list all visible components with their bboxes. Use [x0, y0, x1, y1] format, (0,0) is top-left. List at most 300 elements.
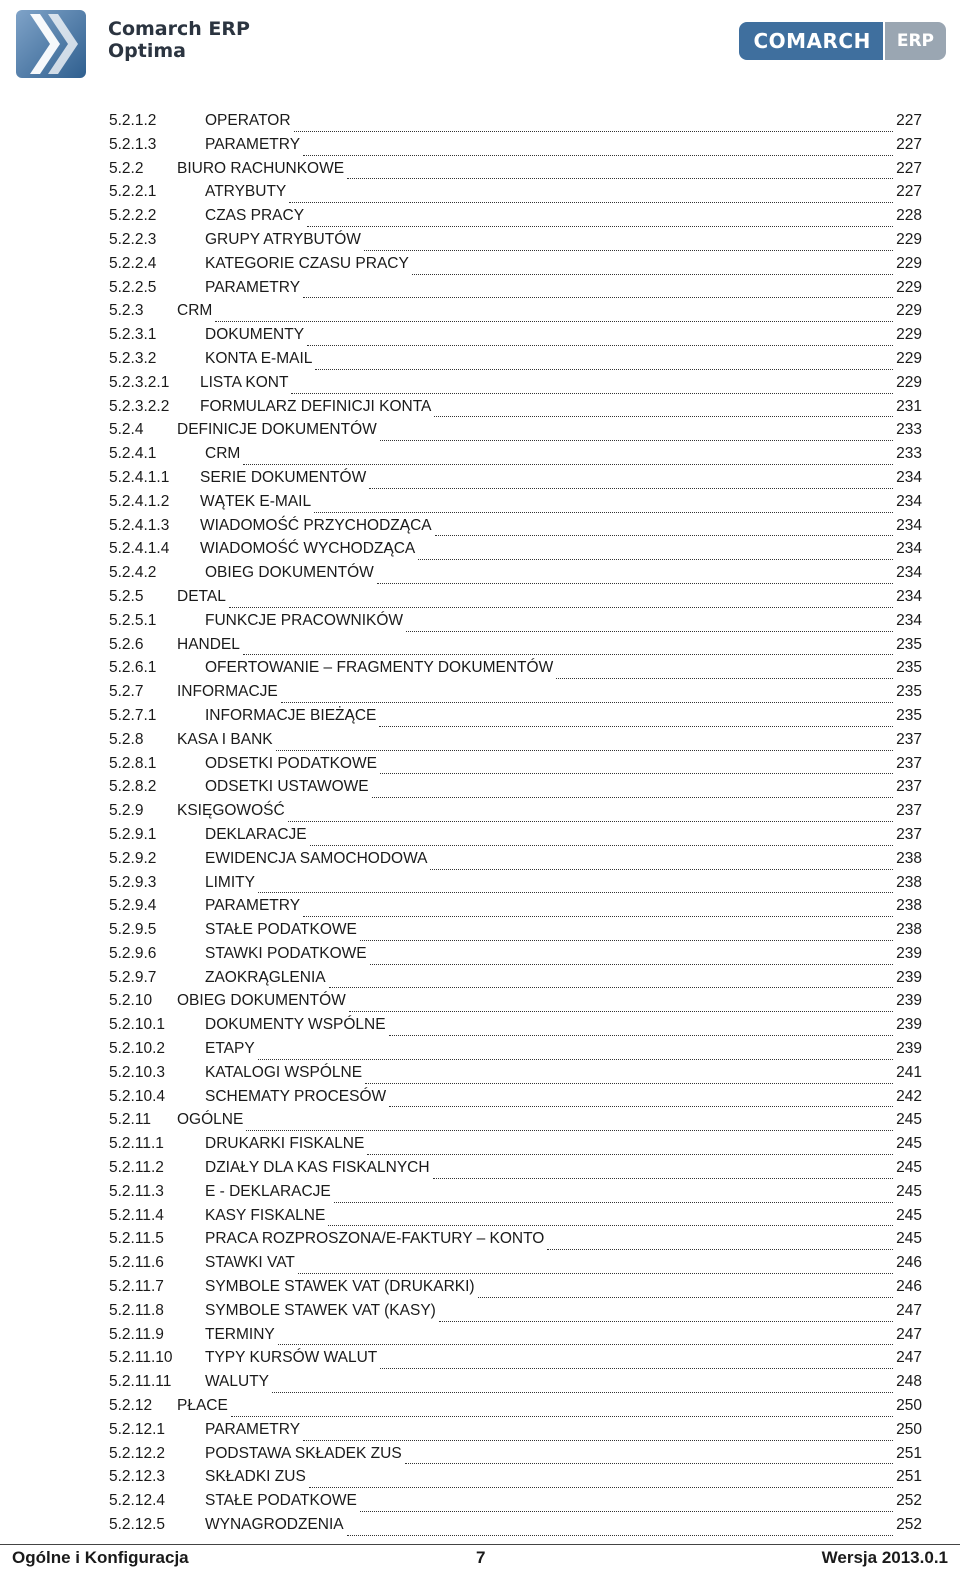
toc-entry-title: STAWKI PODATKOWE [205, 944, 367, 962]
toc-entry[interactable] [109, 1230, 922, 1254]
toc-entry-page: 234 [896, 468, 922, 486]
toc-entry-title: WĄTEK E-MAIL [200, 492, 312, 510]
toc-entry-title: PODSTAWA SKŁADEK ZUS [205, 1444, 402, 1462]
toc-entry[interactable] [109, 207, 922, 231]
toc-entry-title: STAŁE PODATKOWE [205, 921, 357, 939]
toc-entry-title: DEKLARACJE [205, 825, 307, 843]
toc-entry-title: PARAMETRY [205, 1420, 301, 1438]
toc-entry-title: KASA I BANK [177, 730, 273, 748]
toc-dot-leader [405, 1462, 893, 1464]
toc-entry-number: 5.2.2.3 [109, 230, 157, 248]
toc-dot-leader [380, 772, 893, 774]
toc-entry-title: HANDEL [177, 635, 240, 653]
toc-entry[interactable] [109, 683, 922, 707]
toc-entry-number: 5.2.11.2 [109, 1159, 164, 1177]
toc-entry-number: 5.2.5.1 [109, 611, 157, 629]
toc-entry[interactable] [109, 921, 922, 945]
toc-dot-leader [364, 249, 893, 251]
toc-entry-page: 251 [896, 1468, 922, 1486]
toc-entry-page: 234 [896, 564, 922, 582]
toc-entry-page: 245 [896, 1182, 922, 1200]
toc-entry-page: 247 [896, 1325, 922, 1343]
toc-entry-number: 5.2.9.7 [109, 968, 157, 986]
toc-dot-leader [307, 344, 893, 346]
toc-entry-number: 5.2.2.5 [109, 278, 157, 296]
toc-dot-leader [434, 415, 893, 417]
toc-entry[interactable] [109, 778, 922, 802]
toc-entry-number: 5.2.8.2 [109, 778, 157, 796]
footer-divider [0, 1544, 960, 1545]
toc-entry[interactable] [109, 1159, 922, 1183]
footer-section-title: Ogólne i Konfiguracja [12, 1548, 189, 1567]
toc-entry-number: 5.2.9.3 [109, 873, 157, 891]
toc-entry-number: 5.2.7 [109, 683, 144, 701]
toc-entry[interactable] [109, 1468, 922, 1492]
toc-entry-title: FORMULARZ DEFINICJI KONTA [200, 397, 432, 415]
toc-entry[interactable] [109, 540, 922, 564]
toc-entry-title: CZAS PRACY [205, 207, 305, 225]
toc-entry-number: 5.2.11 [109, 1111, 151, 1129]
toc-entry-number: 5.2.3 [109, 302, 144, 320]
toc-entry-number: 5.2.8.1 [109, 754, 157, 772]
toc-entry-page: 250 [896, 1420, 922, 1438]
toc-entry-title: LIMITY [205, 873, 255, 891]
toc-entry-page: 235 [896, 706, 922, 724]
toc-entry-number: 5.2.6 [109, 635, 144, 653]
toc-dot-leader [307, 225, 893, 227]
toc-entry[interactable] [109, 612, 922, 636]
toc-dot-leader [389, 1105, 893, 1107]
toc-dot-leader [291, 392, 893, 394]
toc-dot-leader [294, 130, 894, 132]
toc-entry-number: 5.2.11.5 [109, 1230, 164, 1248]
toc-entry-title: PARAMETRY [205, 135, 301, 153]
comarch-erp-logo [739, 22, 946, 60]
toc-entry[interactable] [109, 1326, 922, 1350]
toc-entry[interactable] [109, 969, 922, 993]
toc-entry-number: 5.2.3.2.1 [109, 373, 170, 391]
toc-entry-page: 234 [896, 611, 922, 629]
toc-entry-page: 239 [896, 992, 922, 1010]
toc-dot-leader [435, 534, 893, 536]
toc-dot-leader [347, 177, 893, 179]
toc-entry-page: 252 [896, 1492, 922, 1510]
toc-entry[interactable] [109, 1349, 922, 1373]
toc-dot-leader [412, 273, 893, 275]
toc-entry-number: 5.2.3.2.2 [109, 397, 170, 415]
toc-entry[interactable] [109, 636, 922, 660]
toc-entry-title: DOKUMENTY WSPÓLNE [205, 1016, 386, 1034]
toc-entry-number: 5.2.12.2 [109, 1444, 166, 1462]
toc-dot-leader [309, 1486, 893, 1488]
toc-entry-page: 237 [896, 730, 922, 748]
toc-entry-page: 245 [896, 1159, 922, 1177]
toc-entry-title: TERMINY [205, 1325, 275, 1343]
toc-dot-leader [334, 1201, 893, 1203]
toc-entry-page: 229 [896, 278, 922, 296]
toc-dot-leader [229, 606, 893, 608]
toc-dot-leader [372, 796, 894, 798]
toc-entry[interactable] [109, 1492, 922, 1516]
toc-entry-number: 5.2.2 [109, 159, 144, 177]
toc-dot-leader [430, 868, 893, 870]
toc-entry-title: OPERATOR [205, 112, 291, 129]
toc-entry-page: 229 [896, 349, 922, 367]
toc-entry-number: 5.2.2.2 [109, 207, 157, 225]
toc-entry[interactable] [109, 897, 922, 921]
toc-entry-number: 5.2.4.1.2 [109, 492, 170, 510]
toc-entry-number: 5.2.4.1.1 [109, 468, 170, 486]
toc-entry[interactable] [109, 255, 922, 279]
toc-entry-title: SERIE DOKUMENTÓW [200, 468, 367, 486]
toc-entry-title: ETAPY [205, 1040, 255, 1058]
brand-logo-text: COMARCH [739, 22, 882, 60]
toc-dot-leader [298, 1272, 893, 1274]
toc-entry[interactable] [109, 850, 922, 874]
toc-entry-number: 5.2.9.5 [109, 921, 157, 939]
toc-entry-page: 231 [896, 397, 922, 415]
toc-dot-leader [303, 296, 893, 298]
toc-dot-leader [369, 487, 893, 489]
toc-entry[interactable] [109, 1207, 922, 1231]
toc-entry[interactable] [109, 445, 922, 469]
toc-dot-leader [258, 1058, 893, 1060]
toc-entry-title: DZIAŁY DLA KAS FISKALNYCH [205, 1159, 430, 1177]
toc-entry-title: EWIDENCJA SAMOCHODOWA [205, 849, 428, 867]
toc-entry-page: 238 [896, 849, 922, 867]
toc-entry-title: KATALOGI WSPÓLNE [205, 1063, 363, 1081]
toc-entry[interactable] [109, 302, 922, 326]
toc-entry-page: 227 [896, 112, 922, 129]
toc-entry-title: CRM [177, 302, 213, 320]
toc-entry-title: PARAMETRY [205, 897, 301, 915]
toc-entry-page: 251 [896, 1444, 922, 1462]
toc-entry-title: GRUPY ATRYBUTÓW [205, 230, 361, 248]
toc-entry[interactable] [109, 183, 922, 207]
toc-entry-title: ODSETKI USTAWOWE [205, 778, 369, 796]
toc-entry[interactable] [109, 469, 922, 493]
toc-entry[interactable] [109, 659, 922, 683]
toc-dot-leader [328, 1224, 893, 1226]
toc-entry[interactable] [109, 1016, 922, 1040]
toc-entry-title: OFERTOWANIE – FRAGMENTY DOKUMENTÓW [205, 659, 554, 677]
toc-dot-leader [360, 1510, 893, 1512]
toc-entry-title: INFORMACJE [177, 683, 278, 701]
toc-entry-number: 5.2.4.2 [109, 564, 157, 582]
product-name-line1: Comarch ERP [108, 18, 250, 40]
toc-entry-number: 5.2.7.1 [109, 706, 157, 724]
toc-entry[interactable] [109, 588, 922, 612]
toc-entry-page: 234 [896, 516, 922, 534]
toc-entry-page: 237 [896, 778, 922, 796]
toc-entry-page: 229 [896, 254, 922, 272]
toc-entry-title: FUNKCJE PRACOWNIKÓW [205, 611, 404, 629]
toc-entry-title: CRM [205, 445, 241, 463]
toc-entry[interactable] [109, 564, 922, 588]
toc-entry-title: DETAL [177, 587, 226, 605]
toc-entry-title: STAŁE PODATKOWE [205, 1492, 357, 1510]
toc-entry[interactable] [109, 136, 922, 160]
toc-entry[interactable] [109, 1135, 922, 1159]
toc-entry-page: 241 [896, 1063, 922, 1081]
toc-entry-number: 5.2.4.1.3 [109, 516, 170, 534]
toc-entry-page: 248 [896, 1373, 922, 1391]
toc-entry-number: 5.2.11.10 [109, 1349, 173, 1367]
toc-entry[interactable] [109, 992, 922, 1016]
toc-entry[interactable] [109, 517, 922, 541]
toc-dot-leader [303, 154, 893, 156]
toc-entry-title: OBIEG DOKUMENTÓW [205, 564, 374, 582]
toc-entry-title: SYMBOLE STAWEK VAT (KASY) [205, 1301, 436, 1319]
toc-entry-title: PARAMETRY [205, 278, 301, 296]
toc-dot-leader [389, 1034, 894, 1036]
toc-entry[interactable] [109, 1183, 922, 1207]
toc-entry-number: 5.2.10.1 [109, 1016, 166, 1034]
toc-dot-leader [433, 1177, 894, 1179]
toc-entry-number: 5.2.9.4 [109, 897, 157, 915]
toc-dot-leader [439, 1320, 893, 1322]
toc-entry-number: 5.2.9.2 [109, 849, 157, 867]
toc-dot-leader [365, 1082, 893, 1084]
toc-entry-number: 5.2.2.1 [109, 183, 157, 201]
toc-entry-title: BIURO RACHUNKOWE [177, 159, 345, 177]
toc-entry[interactable] [109, 493, 922, 517]
toc-entry-title: KONTA E-MAIL [205, 349, 313, 367]
toc-entry-page: 235 [896, 659, 922, 677]
toc-dot-leader [310, 844, 893, 846]
toc-entry-page: 247 [896, 1301, 922, 1319]
toc-entry-number: 5.2.11.6 [109, 1254, 164, 1272]
toc-entry[interactable] [109, 1254, 922, 1278]
toc-entry-page: 245 [896, 1111, 922, 1129]
toc-entry-number: 5.2.4 [109, 421, 144, 439]
toc-entry-number: 5.2.9 [109, 802, 144, 820]
toc-entry-page: 250 [896, 1397, 922, 1415]
toc-entry-page: 252 [896, 1516, 922, 1534]
toc-entry-number: 5.2.12 [109, 1397, 153, 1415]
toc-entry[interactable] [109, 802, 922, 826]
brand-logo-suffix: ERP [885, 22, 946, 60]
toc-dot-leader [367, 1153, 893, 1155]
toc-entry-number: 5.2.11.11 [109, 1373, 172, 1391]
toc-entry[interactable] [109, 1040, 922, 1064]
toc-entry[interactable] [109, 755, 922, 779]
toc-entry-number: 5.2.10.4 [109, 1087, 166, 1105]
toc-entry[interactable] [109, 731, 922, 755]
toc-entry-title: PRACA ROZPROSZONA/E-FAKTURY – KONTO [205, 1230, 545, 1248]
toc-entry[interactable] [109, 374, 922, 398]
toc-entry-page: 239 [896, 944, 922, 962]
toc-dot-leader [303, 1439, 893, 1441]
toc-entry-page: 229 [896, 373, 922, 391]
table-of-contents [109, 112, 922, 1540]
toc-entry-page: 234 [896, 587, 922, 605]
toc-dot-leader [215, 320, 893, 322]
toc-entry[interactable] [109, 350, 922, 374]
footer-version: Wersja 2013.0.1 [821, 1548, 948, 1567]
toc-entry-page: 233 [896, 445, 922, 463]
toc-entry-number: 5.2.9.1 [109, 825, 157, 843]
toc-entry-number: 5.2.12.4 [109, 1492, 166, 1510]
toc-entry-title: KASY FISKALNE [205, 1206, 326, 1224]
toc-entry-title: SKŁADKI ZUS [205, 1468, 306, 1486]
toc-entry[interactable] [109, 1397, 922, 1421]
toc-entry-number: 5.2.2.4 [109, 254, 157, 272]
toc-dot-leader [246, 1129, 893, 1131]
toc-entry-title: KSIĘGOWOŚĆ [177, 802, 285, 820]
toc-dot-leader [380, 439, 893, 441]
toc-entry-title: INFORMACJE BIEŻĄCE [205, 706, 377, 724]
toc-entry-number: 5.2.11.4 [109, 1206, 164, 1224]
toc-dot-leader [314, 511, 893, 513]
toc-dot-leader [556, 677, 893, 679]
toc-dot-leader [418, 558, 893, 560]
toc-entry-title: ATRYBUTY [205, 183, 287, 201]
toc-entry-page: 239 [896, 1016, 922, 1034]
toc-entry-page: 234 [896, 492, 922, 510]
toc-dot-leader [303, 915, 893, 917]
toc-entry-number: 5.2.10.3 [109, 1063, 166, 1081]
toc-entry-number: 5.2.11.9 [109, 1325, 164, 1343]
toc-entry-number: 5.2.10 [109, 992, 153, 1010]
toc-entry-number: 5.2.12.1 [109, 1420, 166, 1438]
toc-dot-leader [281, 701, 893, 703]
toc-entry-number: 5.2.3.2 [109, 349, 157, 367]
toc-entry-number: 5.2.9.6 [109, 944, 157, 962]
toc-dot-leader [379, 725, 893, 727]
toc-entry-title: DRUKARKI FISKALNE [205, 1135, 365, 1153]
toc-entry-page: 239 [896, 1040, 922, 1058]
toc-entry[interactable] [109, 231, 922, 255]
toc-entry-title: WIADOMOŚĆ PRZYCHODZĄCA [200, 516, 432, 534]
toc-dot-leader [315, 368, 893, 370]
toc-entry-number: 5.2.11.1 [109, 1135, 164, 1153]
toc-entry-title: SYMBOLE STAWEK VAT (DRUKARKI) [205, 1278, 475, 1296]
toc-entry-page: 246 [896, 1278, 922, 1296]
toc-entry-title: DOKUMENTY [205, 326, 305, 344]
toc-entry-number: 5.2.10.2 [109, 1040, 166, 1058]
toc-entry-page: 237 [896, 825, 922, 843]
toc-entry-number: 5.2.12.3 [109, 1468, 166, 1486]
toc-entry-title: PŁACE [177, 1397, 228, 1415]
toc-dot-leader [272, 1391, 893, 1393]
toc-entry-number: 5.2.1.3 [109, 135, 157, 153]
toc-dot-leader [243, 463, 893, 465]
toc-entry-number: 5.2.5 [109, 587, 144, 605]
toc-entry[interactable] [109, 1421, 922, 1445]
toc-entry[interactable] [109, 1278, 922, 1302]
toc-entry-title: TYPY KURSÓW WALUT [205, 1349, 378, 1367]
toc-entry-page: 242 [896, 1087, 922, 1105]
toc-entry[interactable] [109, 707, 922, 731]
toc-entry-number: 5.2.11.7 [109, 1278, 164, 1296]
toc-entry[interactable] [109, 945, 922, 969]
toc-entry-page: 238 [896, 873, 922, 891]
toc-dot-leader [278, 1343, 893, 1345]
toc-entry-title: WIADOMOŚĆ WYCHODZĄCA [200, 540, 416, 558]
toc-entry-page: 233 [896, 421, 922, 439]
toc-dot-leader [288, 820, 893, 822]
toc-entry-page: 229 [896, 230, 922, 248]
toc-entry-title: WALUTY [205, 1373, 270, 1391]
toc-entry-page: 247 [896, 1349, 922, 1367]
toc-entry-title: LISTA KONT [200, 373, 289, 391]
toc-entry-page: 239 [896, 968, 922, 986]
toc-entry-page: 245 [896, 1206, 922, 1224]
toc-entry-page: 227 [896, 135, 922, 153]
toc-entry[interactable] [109, 1445, 922, 1469]
toc-entry-page: 235 [896, 635, 922, 653]
toc-entry[interactable] [109, 160, 922, 184]
toc-entry-number: 5.2.11.8 [109, 1301, 164, 1319]
toc-entry[interactable] [109, 874, 922, 898]
toc-entry[interactable] [109, 1064, 922, 1088]
toc-entry-title: KATEGORIE CZASU PRACY [205, 254, 409, 272]
toc-entry[interactable] [109, 421, 922, 445]
toc-entry[interactable] [109, 326, 922, 350]
toc-entry-page: 245 [896, 1135, 922, 1153]
toc-entry-title: OBIEG DOKUMENTÓW [177, 992, 346, 1010]
toc-dot-leader [258, 891, 893, 893]
toc-entry-title: DEFINICJE DOKUMENTÓW [177, 421, 377, 439]
toc-entry-page: 245 [896, 1230, 922, 1248]
toc-entry-page: 237 [896, 802, 922, 820]
toc-dot-leader [380, 1367, 893, 1369]
toc-dot-leader [349, 1010, 893, 1012]
toc-entry-title: SCHEMATY PROCESÓW [205, 1087, 387, 1105]
toc-entry[interactable] [109, 826, 922, 850]
toc-entry-page: 238 [896, 897, 922, 915]
toc-dot-leader [276, 749, 893, 751]
toc-entry-title: ODSETKI PODATKOWE [205, 754, 377, 772]
toc-entry-title: OGÓLNE [177, 1111, 244, 1129]
toc-dot-leader [478, 1296, 894, 1298]
toc-entry-title: E - DEKLARACJE [205, 1182, 331, 1200]
toc-entry-page: 229 [896, 302, 922, 320]
product-name [108, 18, 250, 62]
toc-entry-number: 5.2.4.1.4 [109, 540, 170, 558]
toc-entry[interactable] [109, 1088, 922, 1112]
toc-dot-leader [547, 1248, 893, 1250]
toc-entry-title: WYNAGRODZENIA [205, 1516, 344, 1534]
toc-entry-number: 5.2.8 [109, 730, 144, 748]
toc-entry[interactable] [109, 398, 922, 422]
toc-dot-leader [406, 630, 893, 632]
toc-entry-number: 5.2.3.1 [109, 326, 157, 344]
toc-entry[interactable] [109, 112, 922, 136]
toc-entry[interactable] [109, 279, 922, 303]
toc-dot-leader [231, 1415, 893, 1417]
comarch-chevrons-icon [16, 10, 86, 78]
toc-dot-leader [329, 986, 894, 988]
toc-entry-page: 246 [896, 1254, 922, 1272]
toc-entry-page: 228 [896, 207, 922, 225]
toc-entry-page: 238 [896, 921, 922, 939]
toc-entry[interactable] [109, 1111, 922, 1135]
toc-entry-page: 234 [896, 540, 922, 558]
toc-entry-number: 5.2.4.1 [109, 445, 157, 463]
toc-entry-number: 5.2.1.2 [109, 112, 157, 129]
toc-entry-page: 227 [896, 159, 922, 177]
product-name-line2: Optima [108, 40, 186, 62]
toc-entry-page: 237 [896, 754, 922, 772]
toc-entry-number: 5.2.6.1 [109, 659, 157, 677]
toc-entry-page: 229 [896, 326, 922, 344]
toc-entry[interactable] [109, 1302, 922, 1326]
toc-entry-page: 235 [896, 683, 922, 701]
toc-entry[interactable] [109, 1373, 922, 1397]
page-footer [0, 1536, 960, 1583]
